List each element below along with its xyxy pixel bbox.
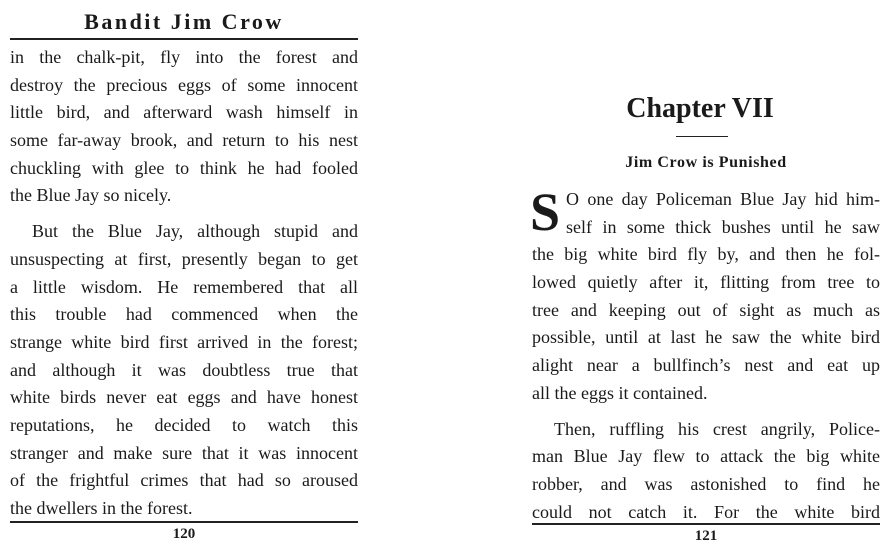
text-line: Then, ruffling his crest angrily, Police- — [554, 418, 880, 439]
text-line: all the eggs it contained. — [532, 382, 708, 403]
left-page-body — [10, 44, 358, 523]
right-page — [520, 0, 895, 554]
text-line: possible, until at last he saw the white bird — [532, 327, 880, 348]
text-line: robber, and was astonished to find he — [532, 473, 880, 494]
page-number: 120 — [172, 526, 196, 542]
text-line: this trouble had commenced when the — [10, 304, 358, 325]
paragraph — [10, 44, 358, 210]
text-line: alight near a bullfinch’s nest and eat up — [532, 355, 880, 376]
paragraph — [532, 416, 880, 527]
text-line: unsuspecting at first, presently began to get — [10, 248, 358, 269]
paragraph — [10, 218, 358, 523]
drop-cap: S — [530, 182, 561, 242]
text-line: the dwellers in the forest. — [10, 498, 193, 518]
footer-rule — [532, 523, 880, 525]
text-line: stranger and make sure that it was innocent — [10, 442, 358, 463]
text-line: some far-away brook, and return to his nest — [10, 130, 358, 151]
text-line: destroy the precious eggs of some innocent — [10, 74, 358, 95]
chapter-subtitle: Jim Crow is Punished — [625, 154, 787, 171]
paragraph — [530, 182, 880, 408]
left-page — [0, 0, 370, 554]
text-line: lowed quietly after it, flitting from tree to — [532, 272, 880, 293]
text-line: strange white bird first arrived in the forest; — [10, 331, 358, 352]
header-rule — [10, 38, 358, 40]
page-number: 121 — [694, 528, 718, 544]
text-line: self in some thick bushes until he saw — [566, 216, 880, 237]
footer-rule — [10, 521, 358, 523]
text-line: a little wisdom. He remembered that all — [10, 276, 358, 297]
text-line: of the frightful crimes that had so aroused — [10, 470, 358, 491]
text-line: the Blue Jay so nicely. — [10, 185, 172, 206]
text-line: chuckling with glee to think he had fooled — [10, 157, 358, 178]
chapter-title-rule — [676, 136, 728, 137]
text-line: man Blue Jay flew to attack the big white — [532, 446, 880, 467]
text-line: tree and keeping out of sight as much as — [532, 299, 880, 320]
text-line: But the Blue Jay, although stupid and — [32, 221, 358, 242]
chapter-title: Chapter VII — [626, 93, 774, 124]
text-line: and although it was doubtless true that — [10, 359, 358, 380]
text-line: reputations, he decided to watch this — [10, 414, 358, 435]
text-line: O one day Policeman Blue Jay hid him- — [566, 189, 880, 209]
text-line: in the chalk-pit, fly into the forest and — [10, 47, 358, 67]
text-line: white birds never eat eggs and have honest — [10, 387, 358, 408]
text-line: the big white bird fly by, and then he fol- — [532, 244, 880, 265]
text-line: little bird, and afterward wash himself in — [10, 102, 358, 123]
text-line: could not catch it. For the white bird — [532, 501, 880, 522]
running-head: Bandit Jim Crow — [84, 9, 284, 34]
right-page-body — [530, 182, 880, 526]
